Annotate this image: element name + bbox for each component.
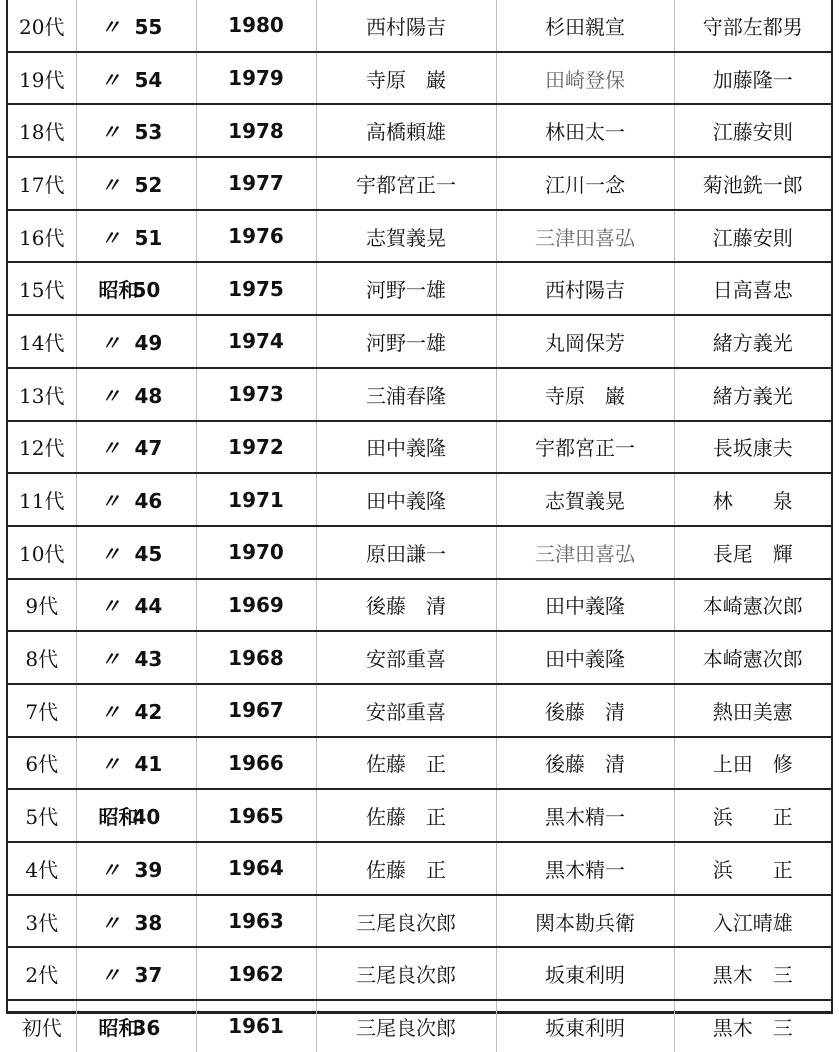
era-number: 45	[134, 541, 163, 566]
name-cell-1: 安部重喜	[316, 684, 496, 737]
name-cell-1: 後藤 清	[316, 579, 496, 632]
generation-cell: 15代	[8, 262, 76, 315]
era-number: 46	[134, 489, 163, 514]
name-cell-1: 三尾良次郎	[316, 947, 496, 1000]
name-cell-1: 河野一雄	[316, 315, 496, 368]
name-cell-3: 上田 修	[674, 737, 831, 790]
era-year-cell	[76, 262, 196, 315]
name-cell-1: 高橋頼雄	[316, 104, 496, 157]
generation-cell: 18代	[8, 104, 76, 157]
year-cell: 1976	[196, 210, 316, 263]
year-cell: 1971	[196, 473, 316, 526]
generation-cell: 4代	[8, 842, 76, 895]
name-cell-2: 田中義隆	[496, 631, 674, 684]
era-number: 55	[134, 14, 163, 39]
era-number: 49	[134, 330, 163, 355]
era-number: 52	[134, 172, 163, 197]
year-cell: 1972	[196, 421, 316, 474]
name-cell-1: 原田謙一	[316, 526, 496, 579]
name-cell-1: 西村陽吉	[316, 0, 496, 52]
name-cell-1: 三浦春隆	[316, 368, 496, 421]
generation-cell: 14代	[8, 315, 76, 368]
name-cell-1: 佐藤 正	[316, 737, 496, 790]
ditto-mark: 〃	[100, 647, 121, 672]
era-year-cell	[76, 421, 196, 474]
ditto-mark: 〃	[100, 489, 121, 514]
generation-cell: 5代	[8, 789, 76, 842]
table-row	[8, 473, 831, 526]
table-row	[8, 1000, 831, 1052]
succession-table	[8, 0, 831, 1052]
ditto-mark: 〃	[100, 383, 121, 408]
era-year-cell	[76, 895, 196, 948]
era-number: 48	[134, 383, 163, 408]
era-year-cell	[76, 526, 196, 579]
name-cell-3: 長坂康夫	[674, 421, 831, 474]
name-cell-1: 宇都宮正一	[316, 157, 496, 210]
name-cell-1: 佐藤 正	[316, 789, 496, 842]
year-cell: 1979	[196, 52, 316, 105]
name-cell-2: 林田太一	[496, 104, 674, 157]
era-number: 43	[134, 647, 163, 672]
name-cell-2: 三津田喜弘	[496, 526, 674, 579]
era-year-cell	[76, 579, 196, 632]
era-year-cell	[76, 0, 196, 52]
era-year-cell	[76, 789, 196, 842]
year-cell: 1964	[196, 842, 316, 895]
name-cell-1: 三尾良次郎	[316, 895, 496, 948]
name-cell-3: 緒方義光	[674, 315, 831, 368]
year-cell: 1973	[196, 368, 316, 421]
ditto-mark: 〃	[100, 963, 121, 988]
table-row	[8, 368, 831, 421]
name-cell-2: 西村陽吉	[496, 262, 674, 315]
name-cell-3: 加藤隆一	[674, 52, 831, 105]
name-cell-3: 長尾 輝	[674, 526, 831, 579]
generation-cell: 11代	[8, 473, 76, 526]
generation-cell: 7代	[8, 684, 76, 737]
generation-cell: 13代	[8, 368, 76, 421]
name-cell-3: 浜 正	[674, 842, 831, 895]
era-year-cell	[76, 315, 196, 368]
name-cell-2: 田中義隆	[496, 579, 674, 632]
era-name: 昭和	[98, 1015, 139, 1040]
year-cell: 1965	[196, 789, 316, 842]
ditto-mark: 〃	[100, 120, 121, 145]
generation-cell: 2代	[8, 947, 76, 1000]
table-row	[8, 842, 831, 895]
era-year-cell	[76, 631, 196, 684]
year-cell: 1975	[196, 262, 316, 315]
name-cell-2: 後藤 清	[496, 684, 674, 737]
name-cell-1: 志賀義晃	[316, 210, 496, 263]
ditto-mark: 〃	[100, 14, 121, 39]
name-cell-1: 安部重喜	[316, 631, 496, 684]
table-row	[8, 52, 831, 105]
generation-cell: 17代	[8, 157, 76, 210]
table-row	[8, 737, 831, 790]
succession-table-frame	[6, 0, 833, 1040]
generation-cell: 20代	[19, 14, 65, 39]
name-cell-1: 寺原 巌	[316, 52, 496, 105]
era-number: 51	[134, 225, 163, 250]
era-year-cell	[76, 157, 196, 210]
table-row	[8, 104, 831, 157]
era-name: 昭和	[98, 805, 139, 830]
name-cell-3: 守部左都男	[674, 0, 831, 52]
ditto-mark: 〃	[100, 67, 121, 92]
generation-cell: 3代	[8, 895, 76, 948]
generation-cell: 19代	[8, 52, 76, 105]
name-cell-3: 本崎憲次郎	[674, 631, 831, 684]
era-number: 42	[134, 699, 163, 724]
name-cell-3: 菊池銑一郎	[674, 157, 831, 210]
name-cell-2: 黒木精一	[496, 842, 674, 895]
ditto-mark: 〃	[100, 330, 121, 355]
era-year-cell	[76, 52, 196, 105]
table-body	[8, 0, 831, 1052]
ditto-mark: 〃	[100, 752, 121, 777]
name-cell-3: 日高喜忠	[674, 262, 831, 315]
name-cell-1: 田中義隆	[316, 421, 496, 474]
name-cell-3: 黒木 三	[674, 947, 831, 1000]
era-year-cell	[76, 842, 196, 895]
era-number: 53	[134, 120, 163, 145]
generation-cell: 16代	[8, 210, 76, 263]
ditto-mark: 〃	[100, 594, 121, 619]
year-cell: 1963	[196, 895, 316, 948]
name-cell-1: 河野一雄	[316, 262, 496, 315]
name-cell-1: 佐藤 正	[316, 842, 496, 895]
year-cell: 1980	[196, 0, 316, 52]
name-cell-2: 関本勘兵衛	[496, 895, 674, 948]
name-cell-2: 坂東利明	[496, 1000, 674, 1052]
era-name: 昭和	[98, 278, 139, 303]
generation-cell: 初代	[8, 1000, 76, 1052]
name-cell-1: 三尾良次郎	[316, 1000, 496, 1052]
table-row	[8, 421, 831, 474]
year-cell: 1977	[196, 157, 316, 210]
name-cell-2: 志賀義晃	[496, 473, 674, 526]
era-number: 38	[134, 910, 163, 935]
ditto-mark: 〃	[100, 436, 121, 461]
table-row	[8, 526, 831, 579]
name-cell-2: 三津田喜弘	[496, 210, 674, 263]
era-number: 44	[134, 594, 163, 619]
table-row	[8, 631, 831, 684]
name-cell-2: 寺原 巌	[496, 368, 674, 421]
ditto-mark: 〃	[100, 541, 121, 566]
generation-cell: 6代	[8, 737, 76, 790]
year-cell: 1966	[196, 737, 316, 790]
table-row	[8, 789, 831, 842]
era-year-cell	[76, 737, 196, 790]
table-row	[8, 895, 831, 948]
ditto-mark: 〃	[100, 172, 121, 197]
generation-cell: 12代	[8, 421, 76, 474]
table-row	[8, 210, 831, 263]
era-number: 40	[132, 805, 161, 830]
year-cell: 1968	[196, 631, 316, 684]
table-row	[8, 579, 831, 632]
ditto-mark: 〃	[100, 699, 121, 724]
name-cell-3: 緒方義光	[674, 368, 831, 421]
year-cell: 1962	[196, 947, 316, 1000]
era-year-cell	[76, 947, 196, 1000]
name-cell-3: 入江晴雄	[674, 895, 831, 948]
name-cell-3: 本崎憲次郎	[674, 579, 831, 632]
year-cell: 1961	[196, 1000, 316, 1052]
era-number: 36	[132, 1015, 161, 1040]
name-cell-2: 田崎登保	[496, 52, 674, 105]
era-number: 50	[132, 278, 161, 303]
name-cell-3: 林 泉	[674, 473, 831, 526]
ditto-mark: 〃	[100, 910, 121, 935]
era-number: 37	[134, 963, 163, 988]
era-year-cell	[76, 473, 196, 526]
era-year-cell	[76, 210, 196, 263]
year-cell: 1978	[196, 104, 316, 157]
name-cell-2: 杉田親宣	[496, 0, 674, 52]
table-row	[8, 684, 831, 737]
ditto-mark: 〃	[100, 225, 121, 250]
name-cell-2: 坂東利明	[496, 947, 674, 1000]
generation-cell: 8代	[8, 631, 76, 684]
name-cell-2: 江川一念	[496, 157, 674, 210]
name-cell-3: 江藤安則	[674, 210, 831, 263]
table-row	[8, 157, 831, 210]
table-row	[8, 947, 831, 1000]
name-cell-3: 江藤安則	[674, 104, 831, 157]
era-number: 54	[134, 67, 163, 92]
generation-cell: 9代	[8, 579, 76, 632]
name-cell-2: 丸岡保芳	[496, 315, 674, 368]
era-number: 47	[134, 436, 163, 461]
ditto-mark: 〃	[100, 857, 121, 882]
era-number: 41	[134, 752, 163, 777]
year-cell: 1967	[196, 684, 316, 737]
name-cell-2: 後藤 清	[496, 737, 674, 790]
name-cell-3: 熱田美憲	[674, 684, 831, 737]
year-cell: 1969	[196, 579, 316, 632]
era-year-cell	[76, 684, 196, 737]
era-year-cell	[76, 368, 196, 421]
era-year-cell	[76, 1000, 196, 1052]
table-row	[8, 262, 831, 315]
name-cell-2: 宇都宮正一	[496, 421, 674, 474]
year-cell: 1974	[196, 315, 316, 368]
name-cell-3: 浜 正	[674, 789, 831, 842]
table-row	[8, 315, 831, 368]
era-year-cell	[76, 104, 196, 157]
name-cell-2: 黒木精一	[496, 789, 674, 842]
name-cell-1: 田中義隆	[316, 473, 496, 526]
year-cell: 1970	[196, 526, 316, 579]
name-cell-3: 黒木 三	[674, 1000, 831, 1052]
era-number: 39	[134, 857, 163, 882]
generation-cell: 10代	[8, 526, 76, 579]
table-row	[8, 0, 831, 52]
